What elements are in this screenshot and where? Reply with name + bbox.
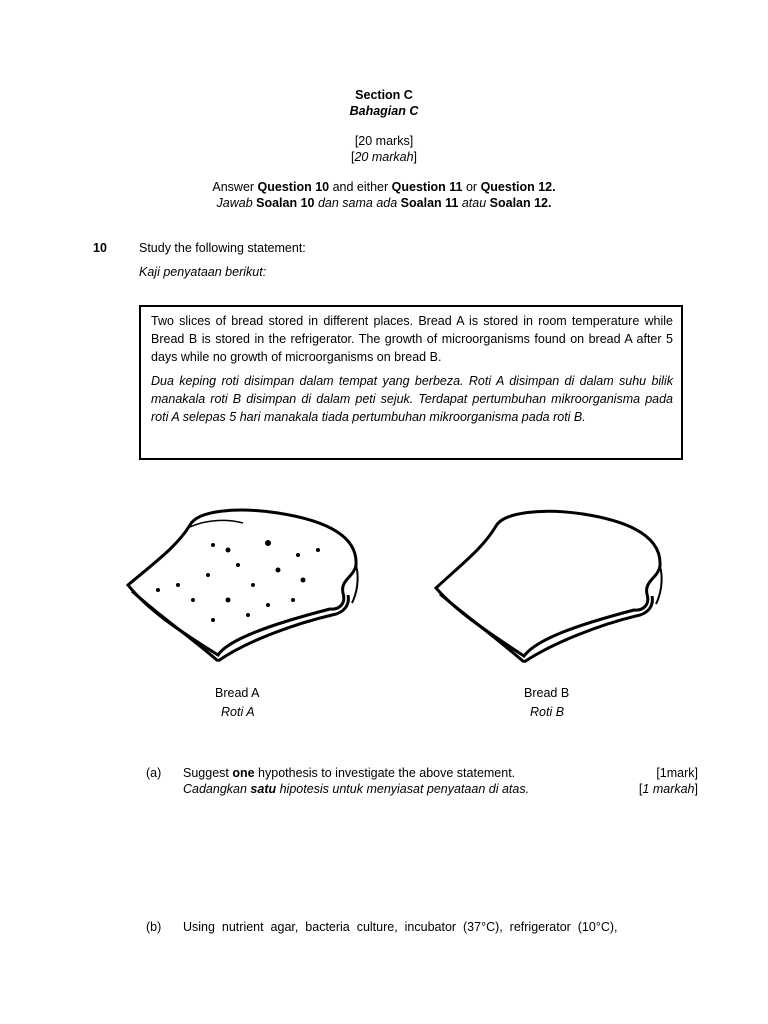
instruction-en: Answer Question 10 and either Question 11 or Question 12. — [212, 180, 556, 194]
bread-b-label: Bread B — [524, 686, 570, 700]
question-prompt-ms: Kaji penyataan berikut: — [139, 265, 267, 279]
section-title-ms: Bahagian C — [349, 104, 419, 118]
bread-a-label-ms: Roti A — [221, 705, 255, 719]
bread-a-label: Bread A — [215, 686, 260, 700]
question-prompt: Study the following statement: — [139, 241, 306, 255]
statement-box — [139, 305, 683, 460]
part-a-text: Suggest one hypothesis to investigate the above statement. — [183, 766, 516, 780]
part-a-label: (a) — [146, 766, 162, 780]
part-b-text: Using nutrient agar, bacteria culture, incubator (37°C), refrigerator (10°C), — [183, 920, 618, 934]
bread-a-illustration — [118, 505, 363, 665]
section-marks: [20 marks] — [354, 134, 414, 148]
part-a-marks-ms: [1 markah] — [638, 782, 698, 796]
part-a-text-ms: Cadangkan satu hipotesis untuk menyiasat penyataan di atas. — [183, 782, 530, 796]
statement-ms: Dua keping roti disimpan dalam tempat yang berbeza. Roti A disimpan di dalam suhu bilik manakala roti B disimpan di dalam peti sejuk. Terdapat pertumbuhan mikroorganisma pada roti A selepas 5 hari manakala tiada pertumbuhan mikroorganisma pada roti B. — [151, 374, 673, 424]
question-number: 10 — [93, 241, 107, 255]
statement-en: Two slices of bread stored in different places. Bread A is stored in room temperature while Bread B is stored in the refrigerator. The growth of microorganisms found on bread A after 5 days while no growth of microorganisms on bread B. — [151, 314, 673, 364]
bread-b-illustration — [428, 508, 668, 663]
section-marks-ms: [20 markah] — [350, 150, 418, 164]
instruction-ms: Jawab Soalan 10 dan sama ada Soalan 11 atau Soalan 12. — [216, 196, 552, 210]
part-a-marks: [1mark] — [656, 766, 698, 780]
section-title: Section C — [355, 88, 413, 102]
bread-b-label-ms: Roti B — [530, 705, 565, 719]
part-b-label: (b) — [146, 920, 162, 934]
